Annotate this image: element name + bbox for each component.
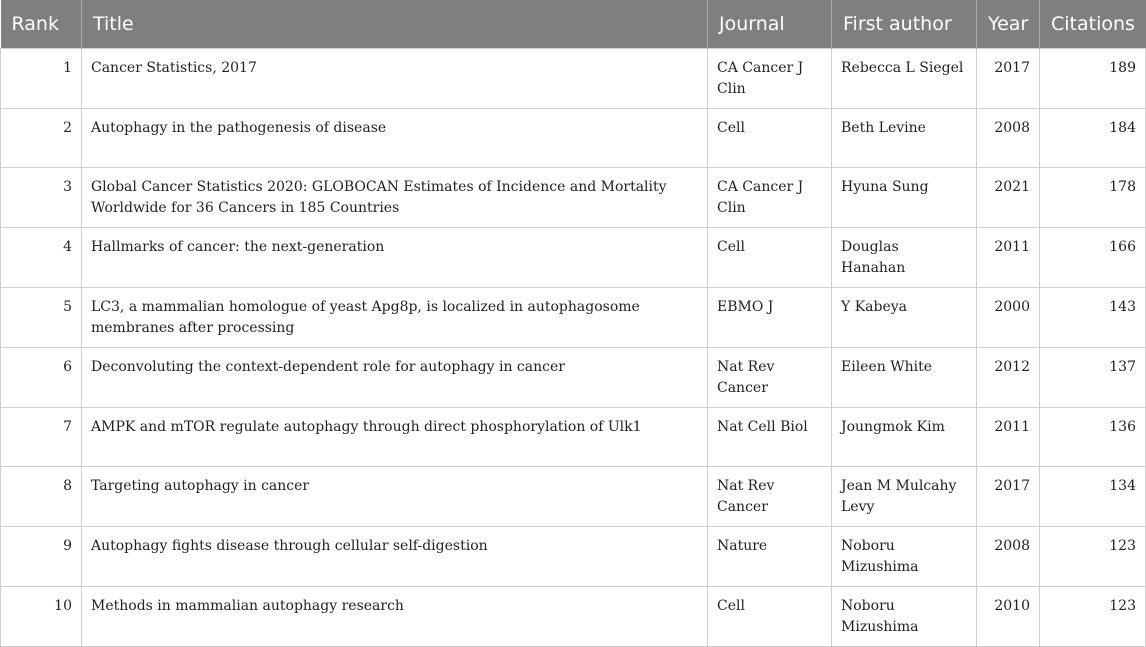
cell-citations: 184 [1040, 108, 1146, 167]
cell-citations: 123 [1040, 586, 1146, 646]
header-title: Title [82, 0, 708, 48]
cell-year: 2008 [977, 108, 1040, 167]
cell-citations: 136 [1040, 407, 1146, 466]
cell-author: Joungmok Kim [832, 407, 977, 466]
cell-journal: Cell [708, 586, 832, 646]
cell-title: Methods in mammalian autophagy research [82, 586, 708, 646]
cell-citations: 189 [1040, 48, 1146, 108]
cell-year: 2011 [977, 227, 1040, 287]
header-first-author: First author [832, 0, 977, 48]
cell-rank: 6 [1, 347, 82, 407]
table-row [1, 48, 1146, 108]
cell-title: Autophagy in the pathogenesis of disease [82, 108, 708, 167]
cell-journal: CA Cancer J Clin [708, 48, 832, 108]
cell-author: Noboru Mizushima [832, 586, 977, 646]
table-body [1, 48, 1146, 646]
cell-title: Targeting autophagy in cancer [82, 466, 708, 526]
header-citations: Citations [1040, 0, 1146, 48]
cell-rank: 4 [1, 227, 82, 287]
cell-rank: 7 [1, 407, 82, 466]
cell-journal: CA Cancer J Clin [708, 167, 832, 227]
cell-citations: 134 [1040, 466, 1146, 526]
cell-rank: 8 [1, 466, 82, 526]
cell-year: 2010 [977, 586, 1040, 646]
table-row [1, 466, 1146, 526]
cell-journal: Cell [708, 227, 832, 287]
cell-rank: 5 [1, 287, 82, 347]
cell-title: AMPK and mTOR regulate autophagy through direct phosphorylation of Ulk1 [82, 407, 708, 466]
cell-year: 2000 [977, 287, 1040, 347]
cell-title: Global Cancer Statistics 2020: GLOBOCAN Estimates of Incidence and Mortality Worldwide for 36 Cancers in 185 Countries [82, 167, 708, 227]
cell-journal: Nat Rev Cancer [708, 347, 832, 407]
cell-citations: 123 [1040, 526, 1146, 586]
table-row [1, 287, 1146, 347]
table-row [1, 407, 1146, 466]
cell-rank: 1 [1, 48, 82, 108]
cell-title: Autophagy fights disease through cellular self-digestion [82, 526, 708, 586]
header-rank: Rank [1, 0, 82, 48]
cell-journal: Nat Cell Biol [708, 407, 832, 466]
cell-citations: 178 [1040, 167, 1146, 227]
cell-rank: 2 [1, 108, 82, 167]
cell-author: Rebecca L Siegel [832, 48, 977, 108]
cell-author: Y Kabeya [832, 287, 977, 347]
cell-year: 2012 [977, 347, 1040, 407]
cell-citations: 166 [1040, 227, 1146, 287]
cell-journal: Cell [708, 108, 832, 167]
cell-author: Hyuna Sung [832, 167, 977, 227]
cell-citations: 137 [1040, 347, 1146, 407]
cell-title: Deconvoluting the context-dependent role for autophagy in cancer [82, 347, 708, 407]
cell-title: Hallmarks of cancer: the next-generation [82, 227, 708, 287]
table-row [1, 586, 1146, 646]
cell-author: Beth Levine [832, 108, 977, 167]
cell-journal: EBMO J [708, 287, 832, 347]
header-journal: Journal [708, 0, 832, 48]
cell-author: Douglas Hanahan [832, 227, 977, 287]
table-row [1, 227, 1146, 287]
header-year: Year [977, 0, 1040, 48]
cell-citations: 143 [1040, 287, 1146, 347]
table-row [1, 526, 1146, 586]
cell-rank: 10 [1, 586, 82, 646]
table-header [1, 0, 1146, 48]
cell-year: 2017 [977, 466, 1040, 526]
cell-year: 2008 [977, 526, 1040, 586]
cell-rank: 3 [1, 167, 82, 227]
cell-year: 2021 [977, 167, 1040, 227]
cell-journal: Nature [708, 526, 832, 586]
cell-year: 2017 [977, 48, 1040, 108]
cell-year: 2011 [977, 407, 1040, 466]
table-row [1, 108, 1146, 167]
cell-title: Cancer Statistics, 2017 [82, 48, 708, 108]
cell-author: Eileen White [832, 347, 977, 407]
cell-rank: 9 [1, 526, 82, 586]
cell-author: Noboru Mizushima [832, 526, 977, 586]
header-row [1, 0, 1146, 48]
cell-journal: Nat Rev Cancer [708, 466, 832, 526]
cell-author: Jean M Mulcahy Levy [832, 466, 977, 526]
cell-title: LC3, a mammalian homologue of yeast Apg8p, is localized in autophagosome membranes after processing [82, 287, 708, 347]
table-row [1, 347, 1146, 407]
table-row [1, 167, 1146, 227]
